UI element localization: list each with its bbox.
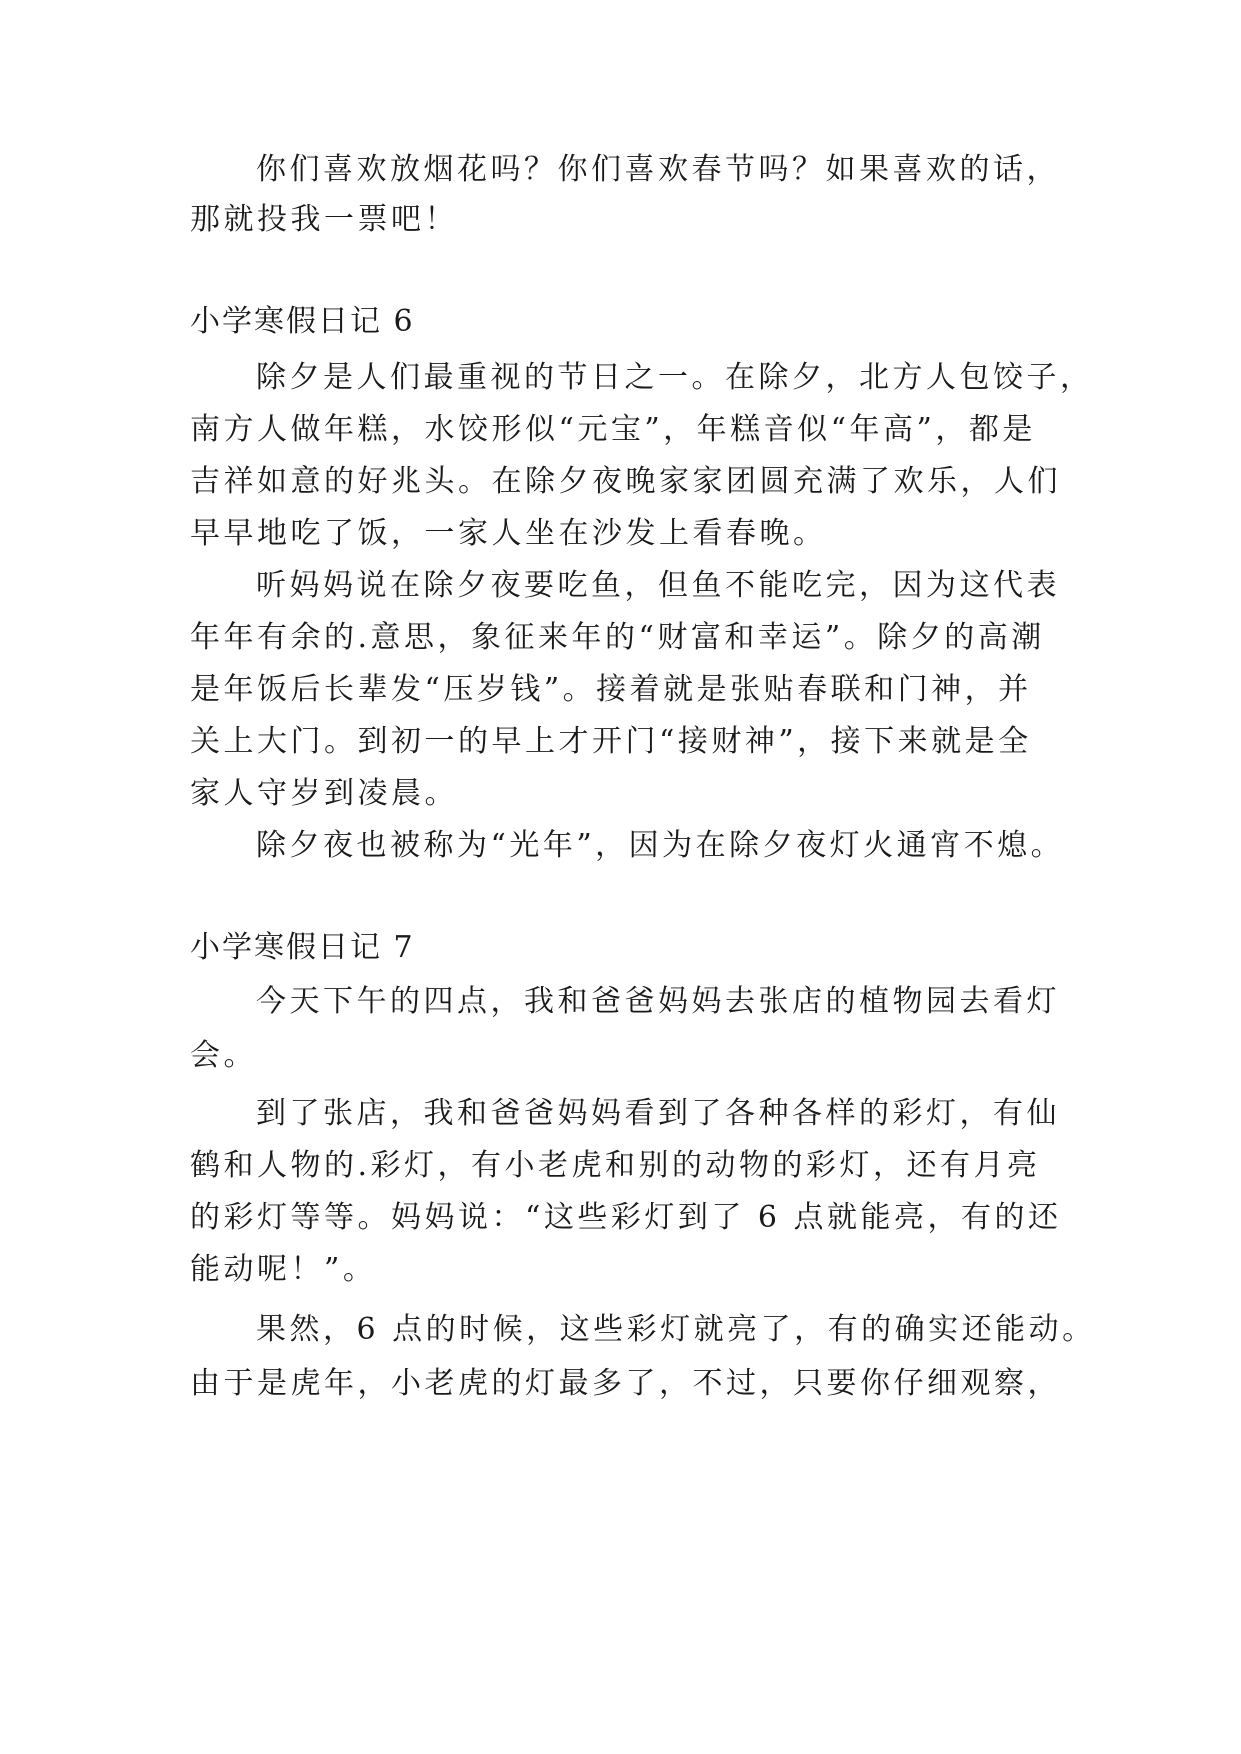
paragraph-line: 今天下午的四点，我和爸爸妈妈去张店的植物园去看灯 <box>256 984 1060 1019</box>
paragraph-line: 由于是虎年，小老虎的灯最多了，不过，只要你仔细观察， <box>190 1366 1061 1401</box>
paragraph-line: 会。 <box>190 1038 257 1073</box>
paragraph-line: 是年饭后长辈发“压岁钱”。接着就是张贴春联和门神，并 <box>190 672 1032 707</box>
paragraph-line: 家人守岁到凌晨。 <box>190 776 458 811</box>
entry-title: 小学寒假日记 6 <box>190 304 415 339</box>
paragraph-line: 鹤和人物的.彩灯，有小老虎和别的动物的彩灯，还有月亮 <box>190 1148 1041 1183</box>
paragraph-line: 能动呢！”。 <box>190 1252 377 1287</box>
paragraph-line: 听妈妈说在除夕夜要吃鱼，但鱼不能吃完，因为这代表 <box>256 568 1060 603</box>
paragraph-line: 早早地吃了饭，一家人坐在沙发上看春晚。 <box>190 516 827 551</box>
paragraph-line: 那就投我一票吧！ <box>190 202 458 237</box>
paragraph-line: 到了张店，我和爸爸妈妈看到了各种各样的彩灯，有仙 <box>256 1096 1060 1131</box>
paragraph-line: 除夕夜也被称为“光年”，因为在除夕夜灯火通宵不熄。 <box>256 828 1065 863</box>
paragraph-line: 关上大门。到初一的早上才开门“接财神”，接下来就是全 <box>190 724 1032 759</box>
entry-title: 小学寒假日记 7 <box>190 930 415 965</box>
paragraph-line: 果然，6 点的时候，这些彩灯就亮了，有的确实还能动。 <box>256 1312 1096 1347</box>
paragraph-line: 吉祥如意的好兆头。在除夕夜晚家家团圆充满了欢乐，人们 <box>190 464 1061 499</box>
paragraph-line: 你们喜欢放烟花吗？你们喜欢春节吗？如果喜欢的话， <box>256 152 1060 187</box>
paragraph-line: 年年有余的.意思，象征来年的“财富和幸运”。除夕的高潮 <box>190 620 1045 655</box>
paragraph-line: 的彩灯等等。妈妈说：“这些彩灯到了 6 点就能亮，有的还 <box>190 1200 1062 1235</box>
paragraph-line: 南方人做年糕，水饺形似“元宝”，年糕音似“年高”，都是 <box>190 412 1036 447</box>
paragraph-line: 除夕是人们最重视的节日之一。在除夕，北方人包饺子， <box>256 360 1094 395</box>
